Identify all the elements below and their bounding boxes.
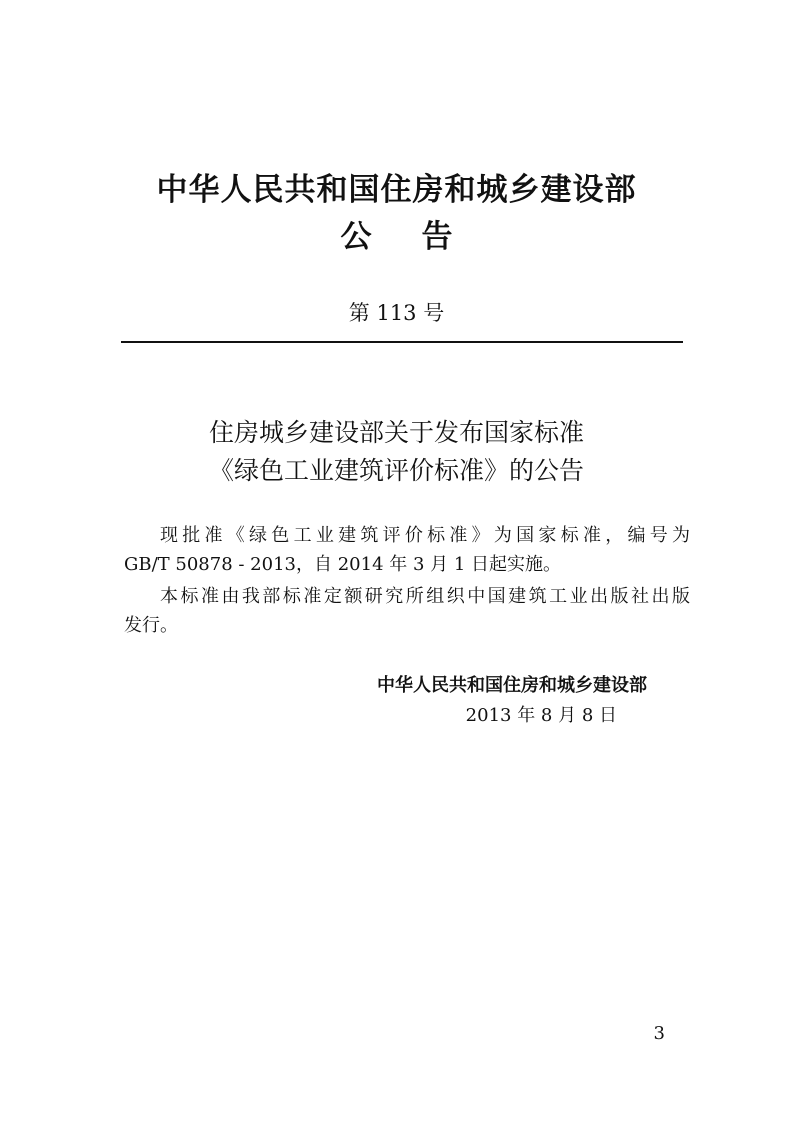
announcement-title-line-1: 住房城乡建设部关于发布国家标准 [208,418,584,447]
body-paragraph-1 [124,521,690,579]
paragraph-line: 现批准《绿色工业建筑评价标准》为国家标准，编号为 [160,525,690,546]
page-number: 3 [653,1023,665,1044]
body-paragraph-2 [124,582,690,640]
announcement-title-line-2: 《绿色工业建筑评价标准》的公告 [208,456,584,485]
ministry-title: 中华人民共和国住房和城乡建设部 [156,172,637,208]
signature-issuer: 中华人民共和国住房和城乡建设部 [377,675,647,696]
header-divider [121,341,683,343]
notice-heading: 公告 [340,219,503,255]
paragraph-line: 发行。 [124,615,178,636]
paragraph-line: GB/T 50878 - 2013，自 2014 年 3 月 1 日起实施。 [124,554,562,575]
signature-date: 2013 年 8 月 8 日 [465,705,617,726]
paragraph-line: 本标准由我部标准定额研究所组织中国建筑工业出版社出版 [160,586,690,607]
notice-number: 第 113 号 [348,301,445,325]
